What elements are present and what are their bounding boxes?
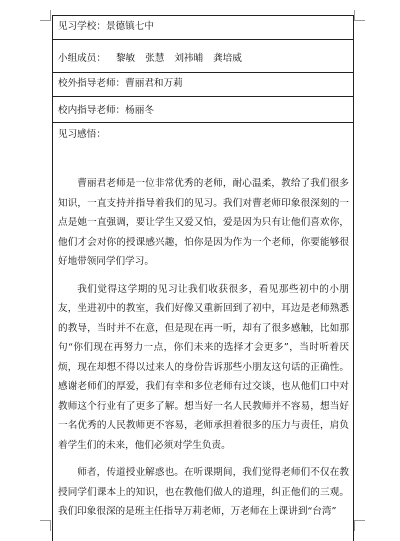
reflection-heading [58,128,349,142]
paragraph: 曹丽君老师是一位非常优秀的老师，耐心温柔，教给了我们很多知识，一直支持并指导着我们的见习。我们对曹老师印象很深刻的一点是她一直强调，要让学生又爱又怕，爱是因为只有让他们喜欢你，他们才会对你的授课感兴趣，怕你是因为作为一个老师，你要能够很好地带领同学们学习。 [58,178,349,267]
inside-mentor-value: 杨丽冬 [125,105,154,116]
paragraph: 师者，传道授业解惑也。在听课期间，我们觉得老师们不仅在教授同学们课本上的知识，也在教他们做人的道理，纠正他们的三观。我们印象很深的是班主任指导万莉老师，万老师在上课讲到“台湾” [58,467,349,517]
crop-mark-top-left [40,10,51,21]
paragraph: 我们觉得这学期的见习让我们收获很多，看见那些初中的小朋友，坐进初中的教室，我们好像又重新回到了初中，耳边是老师熟悉的教导，当时并不在意，但是现在再一听，却有了很多感触，比如那句“你们现在再努力一点，你们未来的选择才会更多”，当时听着厌烦，现在却想不得以过来人的身份告诉那些小朋友这句话的正确性。感谢老师们的厚爱，我们有幸和多位老师有过交谈，也从他们口中对教师这个行业有了更多了解。想当好一名人民教师并不容易，想当好一名优秀的人民教师更不容易，老师承担着很多的压力与责任，肩负着学生们的未来，他们必须对学生负责。 [58,283,349,451]
report-table [52,15,354,541]
row-divider [53,39,353,40]
members-field [58,52,349,66]
member-name: 刘祎晡 [174,53,204,64]
crop-mark-top-right [354,10,365,21]
crop-mark-bottom-right [354,520,365,531]
outside-mentor-field [58,77,349,91]
crop-mark-bottom-left [40,520,51,531]
school-label: 见习学校： [58,21,106,32]
row-divider [53,96,353,97]
row-divider [53,122,353,123]
inside-mentor-label: 校内指导老师： [58,105,126,116]
outside-mentor-value: 曹丽君和万莉 [125,78,183,89]
member-name: 龚培威 [213,53,242,64]
member-name: 黎敏 [115,53,136,64]
inside-mentor-field [58,104,349,118]
reflection-body [58,174,349,530]
reflection-label: 见习感悟： [58,129,106,140]
row-divider [53,72,353,73]
members-label: 小组成员： [58,53,106,64]
member-name: 张慧 [145,53,165,64]
school-value: 景德镇七中 [105,21,154,32]
school-field [58,20,349,34]
outside-mentor-label: 校外指导老师： [58,78,126,89]
